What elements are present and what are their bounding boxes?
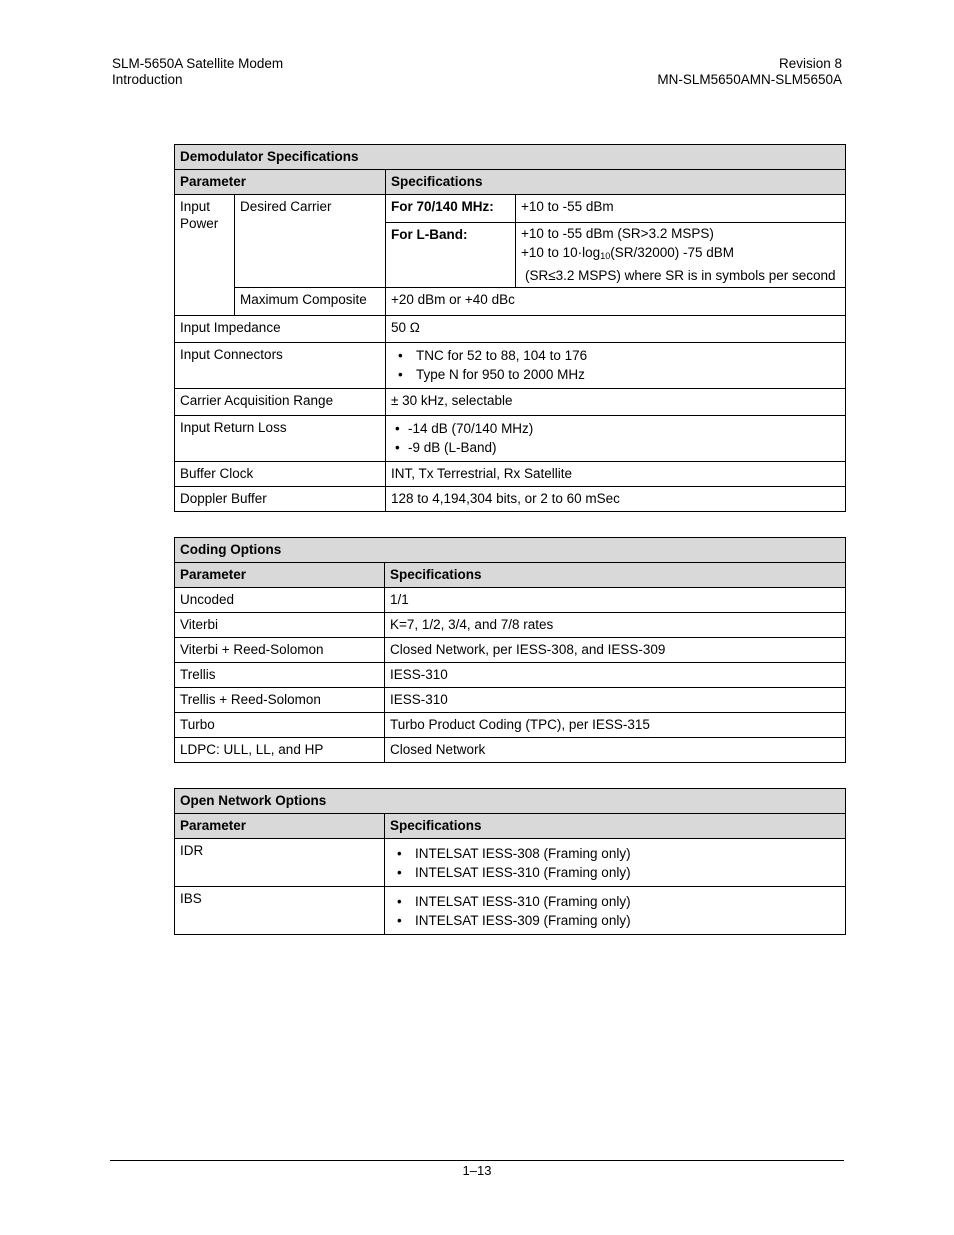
spec-cell: K=7, 1/2, 3/4, and 7/8 rates	[385, 613, 846, 638]
spec-cell: 1/1	[385, 588, 846, 613]
list-item: • Type N for 950 to 2000 MHz	[416, 366, 840, 383]
table-caption: Demodulator Specifications	[175, 145, 846, 170]
column-header-parameter: Parameter	[175, 814, 385, 839]
lband-line-1: +10 to -55 dBm (SR>3.2 MSPS)	[521, 226, 714, 241]
table-row	[175, 663, 846, 688]
footer-divider	[110, 1160, 844, 1161]
doppler-buffer-value: 128 to 4,194,304 bits, or 2 to 60 mSec	[386, 487, 846, 512]
table-row	[175, 887, 846, 935]
doppler-buffer-label: Doppler Buffer	[175, 487, 386, 512]
input-power-label: Input Power	[175, 195, 235, 316]
spec-cell: Turbo Product Coding (TPC), per IESS-315	[385, 713, 846, 738]
spec-cell: IESS-310	[385, 663, 846, 688]
param-cell: Trellis + Reed-Solomon	[175, 688, 385, 713]
desired-carrier-label: Desired Carrier	[235, 195, 386, 288]
document-number: MN-SLM5650AMN-SLM5650A	[657, 72, 842, 87]
column-header-parameter: Parameter	[175, 170, 386, 195]
buffer-clock-label: Buffer Clock	[175, 462, 386, 487]
carrier-acquisition-label: Carrier Acquisition Range	[175, 389, 386, 416]
band-70-140-label: For 70/140 MHz:	[386, 195, 516, 223]
lband-line-3: (SR≤3.2 MSPS) where SR is in symbols per second	[525, 268, 836, 283]
param-cell: Turbo	[175, 713, 385, 738]
param-cell-idr: IDR	[175, 839, 385, 887]
param-cell: LDPC: ULL, LL, and HP	[175, 738, 385, 763]
table-row	[175, 839, 846, 887]
param-cell: Viterbi + Reed-Solomon	[175, 638, 385, 663]
column-header-specifications: Specifications	[385, 814, 846, 839]
table-caption: Open Network Options	[175, 789, 846, 814]
lband-line-2-text: +10 to 10·log	[521, 245, 601, 260]
page-header-right	[657, 56, 842, 88]
list-item: • TNC for 52 to 88, 104 to 176	[416, 347, 840, 364]
coding-options-table	[174, 537, 846, 763]
list-item: • INTELSAT IESS-308 (Framing only)	[415, 845, 840, 862]
max-composite-label: Maximum Composite	[235, 288, 386, 316]
section-name: Introduction	[112, 72, 183, 87]
spec-cell: Closed Network, per IESS-308, and IESS-309	[385, 638, 846, 663]
table-row	[175, 713, 846, 738]
input-impedance-label: Input Impedance	[175, 316, 386, 343]
list-item: • INTELSAT IESS-310 (Framing only)	[415, 864, 840, 881]
input-connectors-value	[386, 343, 846, 389]
band-l-label: For L-Band:	[386, 223, 516, 288]
input-impedance-value: 50 Ω	[386, 316, 846, 343]
revision: Revision 8	[778, 56, 842, 71]
list-item: • -14 dB (70/140 MHz)	[408, 420, 840, 437]
table-row	[175, 613, 846, 638]
band-70-140-value: +10 to -55 dBm	[516, 195, 846, 223]
list-item: • INTELSAT IESS-310 (Framing only)	[415, 893, 840, 910]
spec-cell: Closed Network	[385, 738, 846, 763]
band-l-value	[516, 223, 846, 288]
page-number: 1–13	[462, 1163, 492, 1178]
buffer-clock-value: INT, Tx Terrestrial, Rx Satellite	[386, 462, 846, 487]
carrier-acquisition-value: ± 30 kHz, selectable	[386, 389, 846, 416]
column-header-specifications: Specifications	[386, 170, 846, 195]
return-loss-label: Input Return Loss	[175, 416, 386, 462]
lband-line-2	[521, 244, 840, 265]
table-row	[175, 688, 846, 713]
document-title: SLM-5650A Satellite Modem	[112, 56, 284, 71]
param-cell: Viterbi	[175, 613, 385, 638]
list-item: • -9 dB (L-Band)	[408, 439, 840, 456]
lband-subscript: 10	[600, 251, 611, 261]
demodulator-spec-table	[174, 144, 846, 512]
param-cell: Trellis	[175, 663, 385, 688]
table-row	[175, 638, 846, 663]
max-composite-value: +20 dBm or +40 dBc	[386, 288, 846, 316]
column-header-parameter: Parameter	[175, 563, 385, 588]
lband-line-2-rest: (SR/32000) -75 dBM	[610, 245, 735, 260]
spec-cell-idr	[385, 839, 846, 887]
input-connectors-label: Input Connectors	[175, 343, 386, 389]
return-loss-value	[386, 416, 846, 462]
page-header-left	[112, 56, 283, 88]
table-caption: Coding Options	[175, 538, 846, 563]
param-cell: Uncoded	[175, 588, 385, 613]
param-cell-ibs: IBS	[175, 887, 385, 935]
table-row	[175, 588, 846, 613]
table-row	[175, 738, 846, 763]
spec-cell: IESS-310	[385, 688, 846, 713]
open-network-options-table	[174, 788, 846, 935]
list-item: • INTELSAT IESS-309 (Framing only)	[415, 912, 840, 929]
column-header-specifications: Specifications	[385, 563, 846, 588]
spec-cell-ibs	[385, 887, 846, 935]
